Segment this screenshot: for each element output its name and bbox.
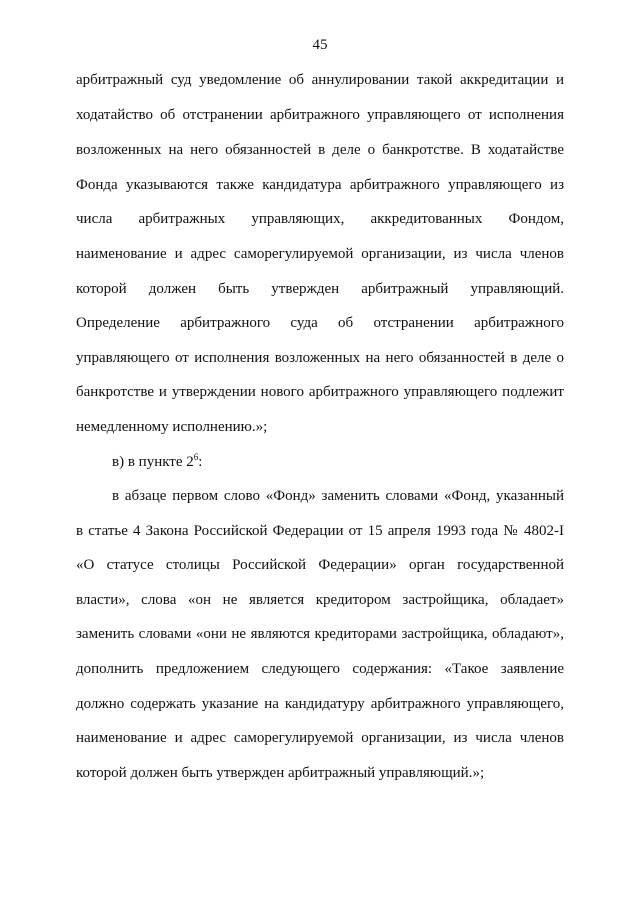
paragraph-line: ходатайство об отстранении арбитражного управляющего от исполнения	[76, 107, 564, 123]
paragraph-line: числа арбитражных управляющих, аккредитованных Фондом,	[76, 211, 564, 227]
paragraph-line: Фонда указываются также кандидатура арбитражного управляющего из	[76, 177, 564, 193]
subitem-heading	[112, 452, 564, 472]
paragraph-line: которой должен быть утвержден арбитражный управляющий.»;	[76, 765, 485, 781]
paragraph-line: управляющего от исполнения возложенных на него обязанностей в деле о	[76, 350, 564, 366]
paragraph-line: в статье 4 Закона Российской Федерации от 15 апреля 1993 года № 4802-I	[76, 523, 564, 539]
subitem-text: в) в пункте 2	[112, 454, 194, 470]
paragraph-line: «О статусе столицы Российской Федерации» орган государственной	[76, 557, 564, 573]
page-number: 45	[312, 37, 328, 53]
paragraph-line: наименование и адрес саморегулируемой организации, из числа членов	[76, 246, 564, 262]
paragraph-line: немедленному исполнению.»;	[76, 419, 268, 435]
paragraph-line: банкротстве и утверждении нового арбитражного управляющего подлежит	[76, 384, 564, 400]
paragraph-line: наименование и адрес саморегулируемой организации, из числа членов	[76, 730, 564, 746]
paragraph-line: в абзаце первом слово «Фонд» заменить словами «Фонд, указанный	[112, 488, 564, 504]
paragraph-line: должно содержать указание на кандидатуру арбитражного управляющего,	[76, 696, 564, 712]
paragraph-line: заменить словами «они не являются кредиторами застройщика, обладают»,	[76, 626, 564, 642]
paragraph-line: арбитражный суд уведомление об аннулировании такой аккредитации и	[76, 72, 564, 88]
subitem-suffix: :	[198, 454, 203, 470]
paragraph-line: дополнить предложением следующего содержания: «Такое заявление	[76, 661, 564, 677]
subitem-superscript: 6	[193, 452, 199, 462]
paragraph-line: Определение арбитражного суда об отстранении арбитражного	[76, 315, 564, 331]
paragraph-line: которой должен быть утвержден арбитражный управляющий.	[76, 281, 564, 297]
paragraph-line: власти», слова «он не является кредитором застройщика, обладает»	[76, 592, 564, 608]
paragraph-line: возложенных на него обязанностей в деле о банкротстве. В ходатайстве	[76, 142, 564, 158]
